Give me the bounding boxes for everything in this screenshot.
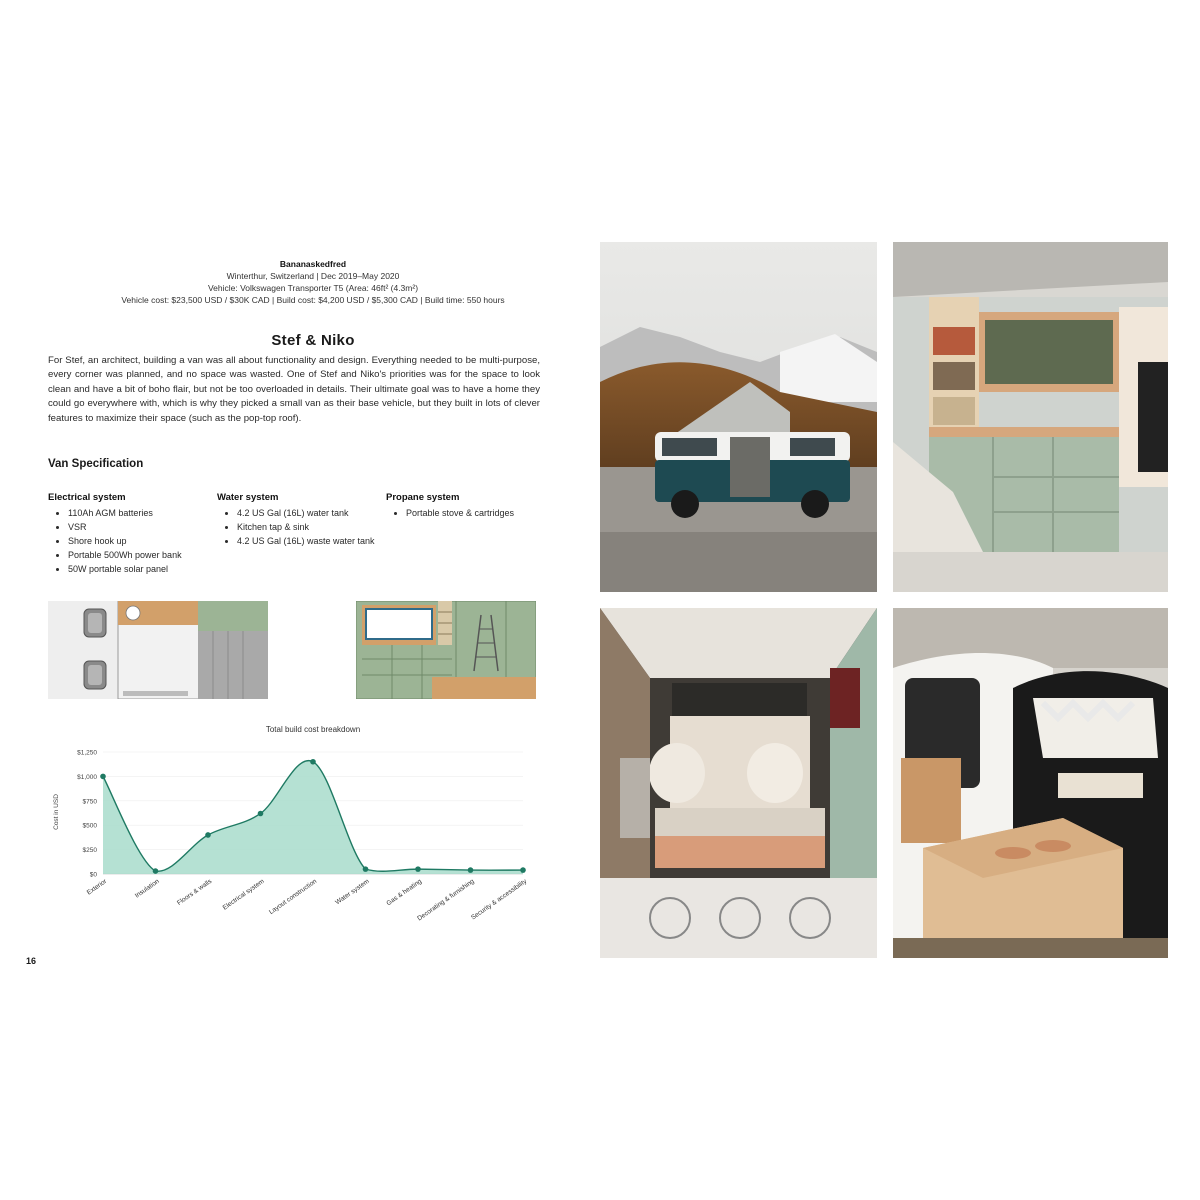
spec-heading: Van Specification — [48, 458, 144, 470]
propane-heading: Propane system — [386, 492, 460, 503]
chart-y-tick-label: $750 — [82, 798, 97, 806]
chart-y-tick-label: $1,000 — [77, 773, 97, 781]
chart-data-point — [205, 832, 211, 838]
photo-rear-storage — [893, 608, 1168, 958]
van-info-header — [48, 258, 578, 306]
instagram-handle: Bananaskedfred — [279, 259, 347, 269]
side-elevation-drawing — [356, 601, 536, 699]
build-cost-chart — [48, 722, 548, 942]
chart-y-tick-label: $1,250 — [77, 749, 97, 757]
chart-x-tick-label: Security & accessibility — [469, 877, 529, 922]
photo-bed-interior — [600, 608, 877, 958]
chart-area-fill — [103, 761, 523, 874]
chart-data-point — [310, 759, 316, 765]
water-heading: Water system — [217, 492, 279, 503]
spec-item: • Kitchen tap & sink — [237, 520, 382, 534]
chart-title: Total build cost breakdown — [265, 725, 361, 734]
spec-item: • Portable stove & cartridges — [406, 506, 536, 520]
chart-y-tick-label: $500 — [82, 822, 97, 830]
spec-item: • Shore hook up — [68, 534, 213, 548]
chart-y-axis-label: Cost in USD — [53, 794, 60, 830]
chart-x-tick-label: Exterior — [85, 877, 109, 897]
intro-paragraph: For Stef, an architect, building a van was all about functionality and design. Everything needed to be multi-purpose, every corner was planned, and no space was wasted. One of Stef and Niko's priorities was for the space to look clean and have a bit of boho flair, but not be too overloaded in details. Their ultimate goal was to have a home they could go everywhere with, which is why they picked a small van as their base vehicle, but they built in lots of clever features to maximize their space (such as the pop-top roof). — [48, 355, 540, 424]
chart-data-point — [258, 811, 264, 817]
chart-data-point — [363, 866, 369, 872]
chart-x-tick-label: Water system — [334, 877, 371, 907]
page-title: Stef & Niko — [271, 332, 355, 349]
spec-item: • 4.2 US Gal (16L) water tank — [237, 506, 382, 520]
photo-kitchen-cabinets — [893, 242, 1168, 592]
chart-data-point — [100, 774, 106, 780]
propane-system-spec — [386, 491, 536, 520]
chart-data-point — [415, 866, 421, 872]
water-system-spec — [217, 491, 382, 548]
photo-van-exterior — [600, 242, 877, 592]
chart-y-tick-label: $0 — [89, 871, 97, 879]
chart-x-tick-label: Electrical system — [221, 877, 266, 912]
spec-item: • 4.2 US Gal (16L) waste water tank — [237, 534, 382, 548]
spec-item: • Portable 500Wh power bank — [68, 548, 213, 562]
cost-info: Vehicle cost: $23,500 USD / $30K CAD | Build cost: $4,200 USD / $5,300 CAD | Build time: 550 hours — [121, 295, 505, 305]
chart-data-point — [153, 868, 159, 874]
vehicle-info: Vehicle: Volkswagen Transporter T5 (Area: 46ft² (4.3m²) — [207, 283, 419, 293]
electrical-heading: Electrical system — [48, 492, 126, 503]
location-dates: Winterthur, Switzerland | Dec 2019–May 2020 — [226, 271, 400, 281]
chart-data-point — [468, 867, 474, 873]
chart-x-tick-label: Gas & heating — [385, 877, 424, 908]
chart-x-tick-label: Insulation — [133, 877, 161, 900]
chart-x-tick-label: Floors & walls — [175, 877, 214, 907]
spec-item: • 110Ah AGM batteries — [68, 506, 213, 520]
spec-item: • VSR — [68, 520, 213, 534]
chart-data-point — [520, 867, 526, 873]
chart-y-tick-label: $250 — [82, 847, 97, 855]
floor-plan-drawing — [48, 601, 268, 699]
chart-x-tick-label: Decorating & furnishing — [416, 877, 476, 923]
electrical-system-spec — [48, 491, 213, 576]
spec-item: • 50W portable solar panel — [68, 562, 213, 576]
page-number: 16 — [26, 956, 37, 966]
chart-x-tick-label: Layout construction — [267, 877, 319, 916]
